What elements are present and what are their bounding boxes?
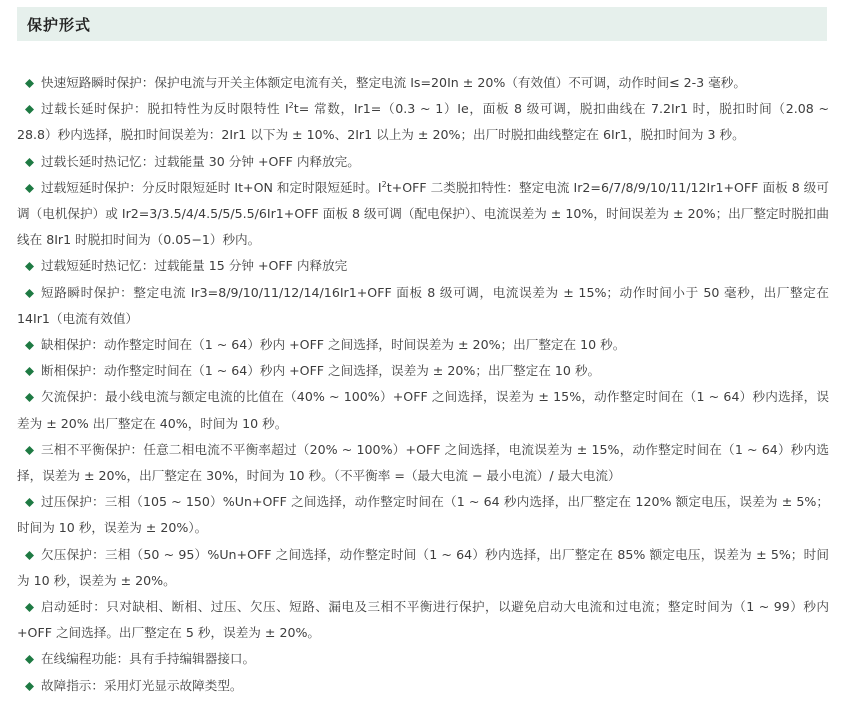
diamond-icon [25,341,34,350]
list-item [17,280,829,332]
superscript: 2 [381,179,387,189]
section-title: 保护形式 [27,15,92,34]
list-item-text: 欠流保护：最小线电流与额定电流的比值在（40% ~ 100%）+OFF 之间选择，误差为 ± 15%，动作整定时间在（1 ~ 64）秒内选择，误差为 ± 20% 出厂整定在 40%，时间为 10 秒。 [17,389,829,431]
superscript: 2 [288,101,294,111]
diamond-icon [25,289,34,298]
diamond-icon [25,446,34,455]
diamond-icon [25,393,34,402]
list-item-text: 短路瞬时保护：整定电流 Ir3=8/9/10/11/12/14/16Ir1+OFF 面板 8 级可调，电流误差为 ± 15%；动作时间小于 50 毫秒，出厂整定在 14Ir1（电流有效值） [17,284,829,326]
list-item-text: 快速短路瞬时保护：保护电流与开关主体额定电流有关，整定电流 Is=20In ± 20%（有效值）不可调，动作时间≤ 2-3 毫秒。 [41,75,746,90]
list-item-text: 过载短延时热记忆：过载能量 15 分钟 +OFF 内释放完 [41,258,348,274]
diamond-icon [25,682,34,691]
list-item [17,646,829,672]
list-item [17,358,829,384]
list-item-text: 缺相保护：动作整定时间在（1 ~ 64）秒内 +OFF 之间选择，时间误差为 ± 20%；出厂整定在 10 秒。 [41,337,626,353]
list-item [17,175,829,254]
list-item-text: t= 常数，Ir1=（0.3 ~ 1）Ie，面板 8 级可调，脱扣曲线在 7.2Ir1 时，脱扣时间（2.08 ~ 28.8）秒内选择，脱扣时间误差为：2Ir1 以下为 ± 10%、2Ir1 以上为 ± 20%；出厂时脱扣曲线整定在 6Ir1，脱扣时间为 3 秒。 [17,101,829,143]
list-item [17,70,829,96]
list-item [17,542,829,594]
list-item [17,149,829,175]
list-item [17,489,829,541]
diamond-icon [25,79,34,88]
list-item-text: 启动延时：只对缺相、断相、过压、欠压、短路、漏电及三相不平衡进行保护，以避免启动大电流和过电流；整定时间为（1 ~ 99）秒内 +OFF 之间选择。出厂整定在 5 秒，误差为 ± 20%。 [17,599,829,641]
diamond-icon [25,655,34,664]
diamond-icon [25,367,34,376]
diamond-icon [25,498,34,507]
list-item [17,384,829,436]
list-item-text: t+OFF 二类脱扣特性：整定电流 Ir2=6/7/8/9/10/11/12Ir1+OFF 面板 8 级可调（电机保护）或 Ir2=3/3.5/4/4.5/5/5.5/6Ir1+OFF 面板 8 级可调（配电保护）、电流误差为 ± 10%，时间误差为 ± 20%；出厂整定时脱扣曲线在 8Ir1 时脱扣时间为（0.05−1）秒内。 [17,179,829,248]
list-item-text: 三相不平衡保护：任意二相电流不平衡率超过（20% ~ 100%）+OFF 之间选择，电流误差为 ± 15%，动作整定时间在（1 ~ 64）秒内选择，误差为 ± 20%，出厂整定在 30%，时间为 10 秒。（不平衡率 =（最大电流 − 最小电流）/ 最大电流） [17,441,829,484]
list-item [17,437,829,489]
list-item-text: 断相保护：动作整定时间在（1 ~ 64）秒内 +OFF 之间选择，误差为 ± 20%；出厂整定在 10 秒。 [41,363,601,379]
diamond-icon [25,551,34,560]
list-item-text: 过载长延时热记忆：过载能量 30 分钟 +OFF 内释放完。 [41,153,360,169]
protection-list [17,70,829,699]
list-item-text: 故障指示：采用灯光显示故障类型。 [41,677,243,693]
list-item-text: 在线编程功能：具有手持编辑器接口。 [41,651,256,667]
diamond-icon [25,184,34,193]
diamond-icon [25,158,34,167]
list-item [17,332,829,358]
diamond-icon [25,603,34,612]
diamond-icon [25,262,34,271]
diamond-icon [25,105,34,114]
list-item-text: 过载长延时保护：脱扣特性为反时限特性 I [41,101,289,117]
list-item [17,96,829,148]
list-item [17,673,829,699]
section-header [17,7,827,41]
list-item-text: 过压保护：三相（105 ~ 150）%Un+OFF 之间选择，动作整定时间在（1 ~ 64 秒内选择，出厂整定在 120% 额定电压，误差为 ± 5%；时间为 10 秒，误差为 ± 20%）。 [17,494,829,536]
list-item [17,253,829,279]
list-item [17,594,829,646]
list-item-text: 欠压保护：三相（50 ~ 95）%Un+OFF 之间选择，动作整定时间（1 ~ 64）秒内选择，出厂整定在 85% 额定电压，误差为 ± 5%；时间为 10 秒，误差为 ± 20%。 [17,546,829,588]
list-item-text: 过载短延时保护：分反时限短延时 It+ON 和定时限短延时。I [41,179,382,195]
